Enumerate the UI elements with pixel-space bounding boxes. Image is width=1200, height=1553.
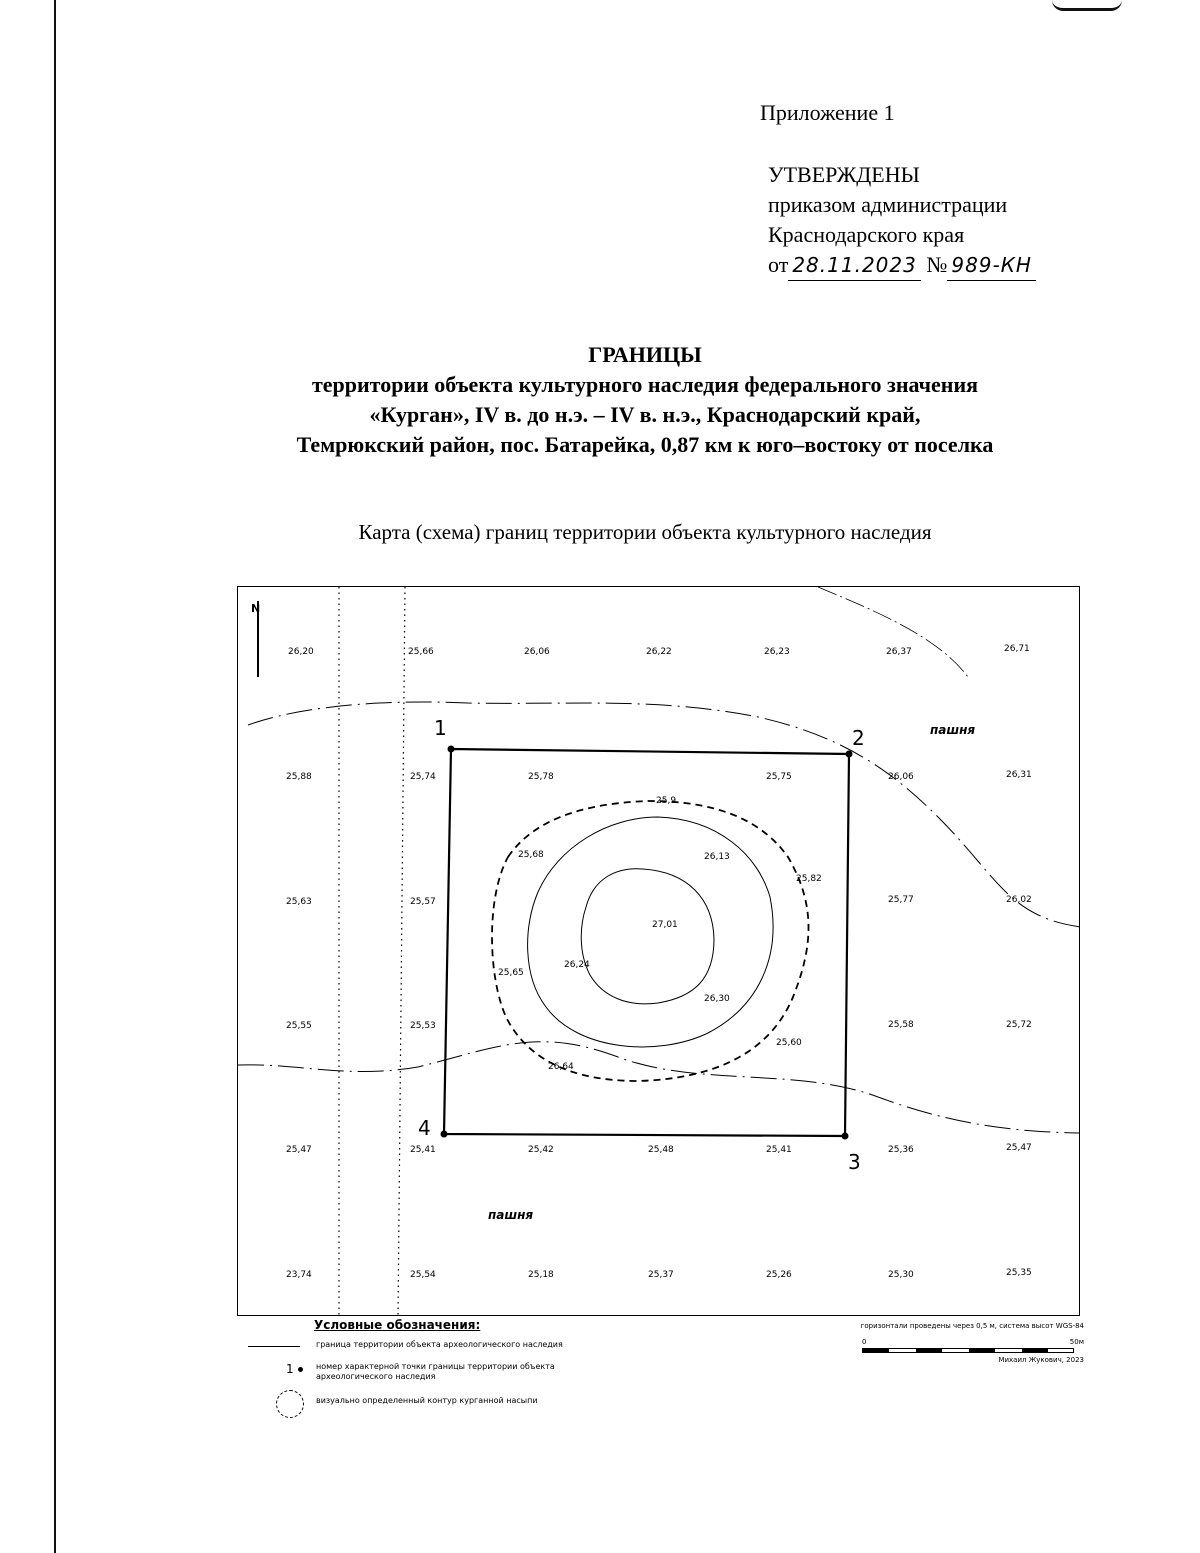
map-caption: Карта (схема) границ территории объекта культурного наследия (358, 520, 932, 544)
title-line-1: территории объекта культурного наследия федерального значения (311, 372, 979, 397)
mound-contour (492, 801, 809, 1081)
approved-line-1: приказом администрации (768, 192, 1008, 217)
elevation-label: 25,60 (776, 1038, 802, 1048)
approved-title: УТВЕРЖДЕНЫ (768, 162, 920, 187)
elevation-label: 25,41 (410, 1145, 436, 1155)
elevation-label: 25,37 (648, 1270, 674, 1280)
elevation-label: 25,82 (796, 874, 822, 884)
field-edge-northeast (818, 587, 968, 677)
elevation-label: 26,02 (1006, 895, 1032, 905)
elevation-label: 25,53 (410, 1021, 436, 1031)
boundary-polygon (444, 749, 849, 1136)
elevation-label: 25,30 (888, 1270, 914, 1280)
dashed-circle-icon (276, 1390, 304, 1418)
document-title (200, 340, 1090, 460)
elevation-label: 25,48 (648, 1145, 674, 1155)
elevation-label: 26,20 (288, 647, 314, 657)
legend-text-point: номер характерной точки границы территории объекта археологического наследия (316, 1362, 555, 1381)
legend-text-boundary: граница территории объекта археологического наследия (316, 1340, 563, 1349)
elevation-label: 26,06 (888, 772, 914, 782)
elevation-label: 25,66 (408, 647, 434, 657)
elevation-label: 25,41 (766, 1145, 792, 1155)
elevation-label: 26,64 (548, 1062, 574, 1072)
elevation-label: 25,88 (286, 772, 312, 782)
boundary-point-marker-1 (448, 746, 455, 753)
elevation-label: 25,74 (410, 772, 436, 782)
elevation-label: 25,35 (1006, 1268, 1032, 1278)
map-author: Михаил Жукович, 2023 (998, 1356, 1084, 1364)
elevation-label: 25,42 (528, 1145, 554, 1155)
elevation-label: 26,13 (704, 852, 730, 862)
legend-symbol-contour (240, 1396, 310, 1410)
map-canvas (238, 587, 1080, 1316)
legend-text-contour: визуально определенный контур курганной насыпи (316, 1396, 538, 1405)
top-corner-mark (1052, 0, 1122, 11)
scale-zero: 0 (862, 1338, 867, 1346)
land-label-north: пашня (930, 723, 976, 737)
contour-line-inner (581, 869, 714, 1004)
elevation-label: 25,77 (888, 895, 914, 905)
legend-title: Условные обозначения: (314, 1318, 481, 1332)
boundary-point-marker-4 (441, 1131, 448, 1138)
elevation-label: 25,47 (1006, 1143, 1032, 1153)
boundary-point-marker-2 (846, 751, 853, 758)
legend-symbol-boundary (240, 1340, 310, 1354)
boundary-point-marker-3 (842, 1133, 849, 1140)
title-heading: ГРАНИЦЫ (588, 342, 702, 367)
elevation-label: 26,71 (1004, 644, 1030, 654)
elevation-label: 25,68 (518, 850, 544, 860)
elevation-label: 26,37 (886, 647, 912, 657)
elevation-label: 25,26 (766, 1270, 792, 1280)
boundary-point-3: 3 (848, 1150, 861, 1174)
number-value: 989-КН (947, 250, 1036, 281)
elevation-label: 26,24 (564, 960, 590, 970)
scale-bar (862, 1348, 1074, 1353)
elevation-label: 25,9 (656, 796, 677, 806)
elevation-label: 25,58 (888, 1020, 914, 1030)
boundary-point-2: 2 (852, 726, 865, 750)
contour-interval-note: горизонтали проведены через 0,5 м, система высот WGS-84 (860, 1322, 1084, 1330)
elevation-label: 25,78 (528, 772, 554, 782)
margin-line (54, 0, 56, 1553)
elevation-label: 25,63 (286, 897, 312, 907)
approval-block (768, 160, 1036, 281)
elevation-label: 25,72 (1006, 1020, 1032, 1030)
approved-line-2: Краснодарского края (768, 222, 965, 247)
point-marker-icon (298, 1367, 303, 1372)
elevation-label: 26,22 (646, 647, 672, 657)
elevation-label: 25,57 (410, 897, 436, 907)
date-prefix: от (768, 252, 789, 277)
number-prefix: № (926, 252, 948, 277)
elevation-label: 25,36 (888, 1145, 914, 1155)
north-label: N (251, 602, 261, 615)
boundary-point-1: 1 (434, 716, 447, 740)
elevation-label: 25,65 (498, 968, 524, 978)
title-line-2: «Курган», IV в. до н.э. – IV в. н.э., Краснодарский край, (369, 402, 921, 427)
elevation-label: 23,74 (286, 1270, 312, 1280)
elevation-label: 26,31 (1006, 770, 1032, 780)
field-edge-south (238, 1042, 1080, 1133)
legend-point-number: 1 (286, 1362, 294, 1376)
scale-max: 50м (1069, 1338, 1084, 1346)
elevation-label: 25,54 (410, 1270, 436, 1280)
boundary-point-4: 4 (418, 1116, 431, 1140)
elevation-label: 27,01 (652, 920, 678, 930)
date-value: 28.11.2023 (788, 250, 921, 281)
land-label-south: пашня (488, 1208, 534, 1222)
elevation-label: 26,23 (764, 647, 790, 657)
road-edge-right (398, 587, 405, 1316)
elevation-label: 26,06 (524, 647, 550, 657)
approval-date-line (768, 250, 1036, 281)
elevation-label: 25,55 (286, 1021, 312, 1031)
elevation-grid (286, 644, 1032, 1280)
elevation-label: 26,30 (704, 994, 730, 1004)
elevation-label: 25,47 (286, 1145, 312, 1155)
contour-line-outer (528, 817, 773, 1047)
title-line-3: Темрюкский район, пос. Батарейка, 0,87 км к юго–востоку от поселка (296, 432, 994, 457)
appendix-label: Приложение 1 (760, 100, 895, 125)
boundary-line-icon (248, 1346, 300, 1347)
boundary-map (237, 586, 1080, 1316)
elevation-label: 25,18 (528, 1270, 554, 1280)
elevation-label: 25,75 (766, 772, 792, 782)
legend-symbol-point (240, 1362, 310, 1376)
